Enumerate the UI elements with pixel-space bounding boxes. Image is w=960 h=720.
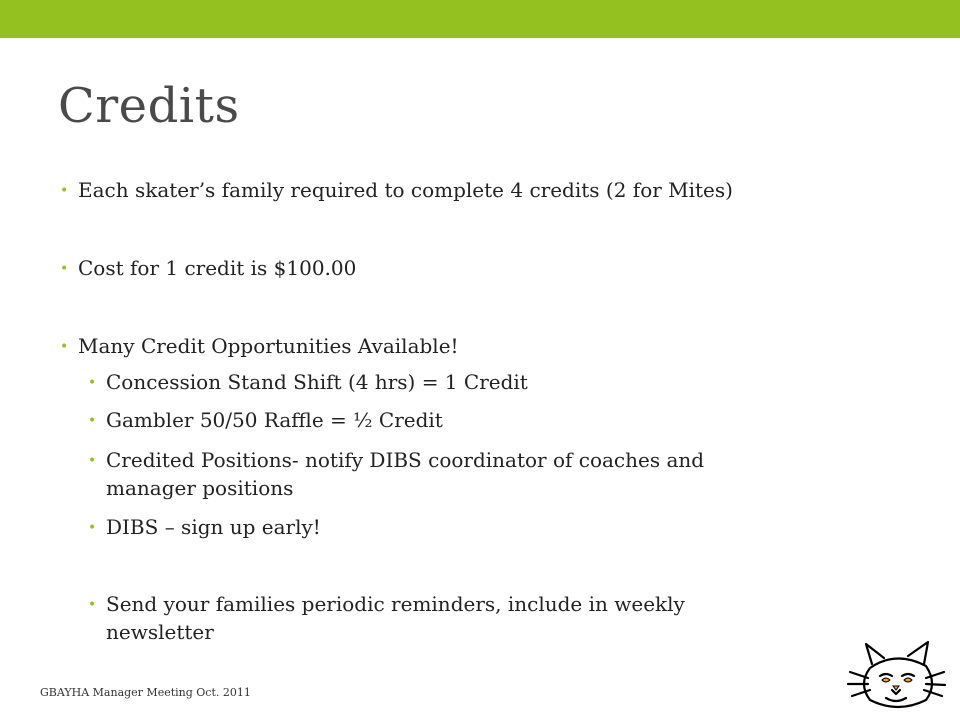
sub-bullet-dot: •: [88, 413, 97, 429]
sub-bullet-reminders-cont: newsletter: [106, 620, 214, 644]
sub-bullet-dibs: DIBS – sign up early!: [106, 515, 321, 539]
sub-bullet-dot: •: [88, 453, 97, 469]
slide-footer: GBAYHA Manager Meeting Oct. 2011: [40, 686, 251, 699]
bullet-dot: •: [60, 261, 69, 277]
sub-bullet-dot: •: [88, 375, 97, 391]
bullet-item-credits-required: Each skater’s family required to complete 4 credits (2 for Mites): [78, 178, 733, 202]
sub-bullet-reminders: Send your families periodic reminders, include in weekly: [106, 592, 685, 616]
bullet-item-opportunities: Many Credit Opportunities Available!: [78, 334, 459, 358]
bullet-dot: •: [60, 339, 69, 355]
sub-bullet-credited-positions: Credited Positions- notify DIBS coordinator of coaches and: [106, 448, 705, 472]
sub-bullet-concession: Concession Stand Shift (4 hrs) = 1 Credit: [106, 370, 528, 394]
slide-title: Credits: [58, 78, 240, 134]
bullet-dot: •: [60, 183, 69, 199]
sub-bullet-dot: •: [88, 597, 97, 613]
sub-bullet-dot: •: [88, 520, 97, 536]
top-accent-bar: [0, 0, 960, 38]
sub-bullet-raffle: Gambler 50/50 Raffle = ½ Credit: [106, 408, 443, 432]
sub-bullet-credited-positions-cont: manager positions: [106, 476, 294, 500]
bullet-item-credit-cost: Cost for 1 credit is $100.00: [78, 256, 357, 280]
bobcat-mascot-icon: [846, 638, 946, 714]
